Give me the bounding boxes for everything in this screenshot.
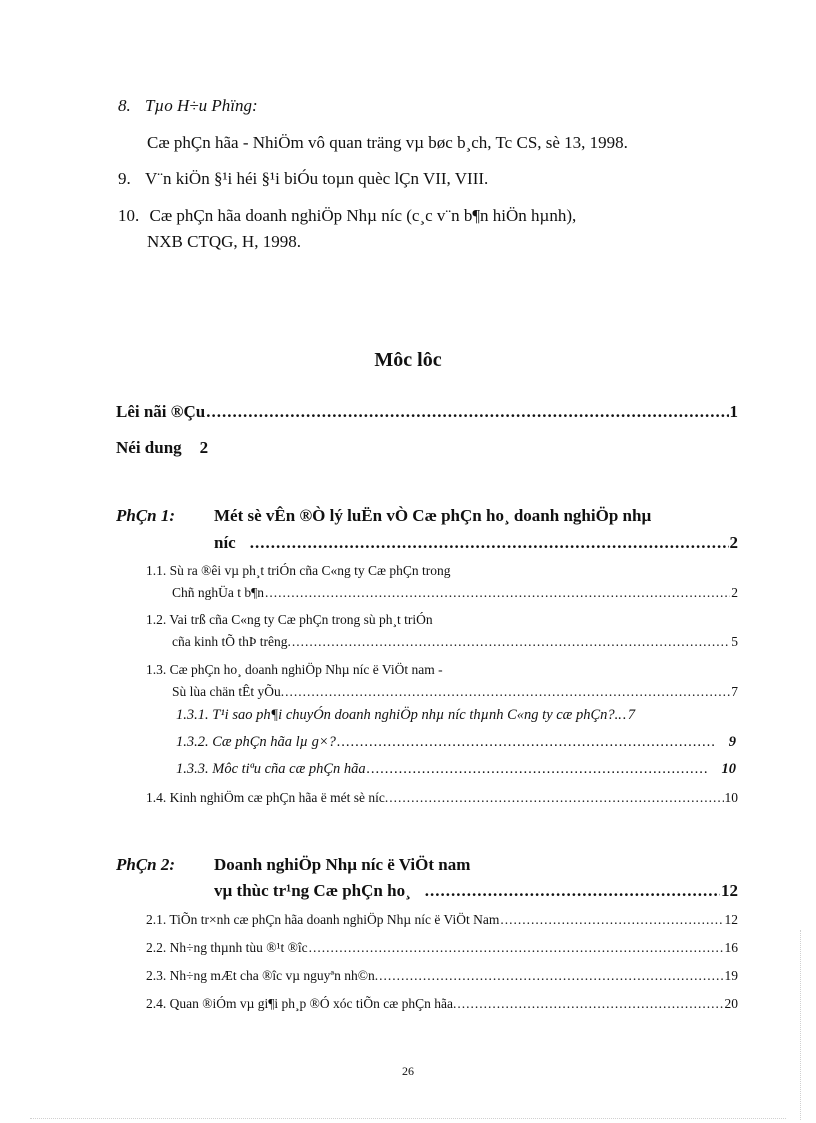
- toc-item-1-1-line1[interactable]: 1.1. Sù ra ®êi vµ ph¸t triÓn cña C«ng ty Cæ phÇn trong: [146, 563, 451, 578]
- toc-label: 1.4. Kinh nghiÖm cæ phÇn hãa ë mét sè níc.: [146, 790, 389, 805]
- reference-number: 8.: [118, 96, 131, 115]
- toc-label: 1.3.3. Môc tiªu cña cæ phÇn hãa: [176, 761, 366, 777]
- toc-subitem-1-3-3[interactable]: [176, 761, 736, 778]
- reference-8-detail: Cæ phÇn hãa - NhiÖm vô quan träng vµ bøc b¸ch, Tc CS, sè 13, 1998.: [147, 133, 628, 152]
- toc-leader: [379, 968, 723, 984]
- part2-title-line2[interactable]: [214, 881, 738, 901]
- page-number: 26: [402, 1064, 414, 1078]
- toc-page: 12: [721, 881, 738, 900]
- toc-subitem-1-3-2[interactable]: [176, 734, 736, 751]
- reference-9: [118, 169, 488, 189]
- toc-entry-intro[interactable]: [116, 402, 738, 422]
- reference-author: Tµo H÷u Phïng:: [145, 96, 258, 115]
- toc-leader: [367, 761, 708, 778]
- toc-label: 2.3. Nh÷ng mÆt cha ®îc vµ nguyªn nh©n.: [146, 968, 379, 983]
- reference-number: 10.: [118, 206, 140, 225]
- toc-item-2-2[interactable]: [146, 940, 738, 956]
- part1-title-line2[interactable]: [214, 533, 738, 553]
- toc-leader: [309, 940, 724, 956]
- toc-leader: [425, 881, 720, 901]
- reference-8: [118, 96, 258, 116]
- toc-leader: [337, 734, 715, 751]
- toc-page: 10: [721, 761, 736, 777]
- toc-leader: [500, 912, 723, 928]
- toc-leader: [292, 634, 730, 650]
- part1-title-line1[interactable]: Mét sè vÊn ®Ò lý luËn vÒ Cæ phÇn ho¸ doanh nghiÖp nhµ: [214, 506, 652, 525]
- toc-label: Chñ nghÜa t b¶n: [172, 585, 264, 600]
- toc-page: 7: [627, 707, 636, 723]
- toc-item-1-3-line2[interactable]: [172, 684, 738, 700]
- toc-page: 19: [724, 968, 738, 983]
- part1-label: PhÇn 1:: [116, 506, 176, 525]
- toc-leader: [206, 402, 728, 422]
- toc-leader: [623, 707, 627, 724]
- toc-item-2-1[interactable]: [146, 912, 738, 928]
- part2-title-line1[interactable]: Doanh nghiÖp Nhµ níc ë ViÖt nam: [214, 855, 471, 874]
- reference-10: [118, 206, 576, 226]
- reference-text: Cæ phÇn hãa doanh nghiÖp Nhµ níc (c¸c v¨n b¶n hiÖn hµnh),: [149, 206, 577, 225]
- toc-page: 2: [731, 585, 738, 600]
- toc-page: 12: [724, 912, 738, 927]
- toc-label: Lêi nãi ®Çu: [116, 402, 206, 421]
- toc-label: 2.4. Quan ®iÓm vµ gi¶i ph¸p ®Ó xóc tiÕn cæ phÇn hãa.: [146, 996, 457, 1011]
- toc-label: 1.3.1. T¹i sao ph¶i chuyÓn doanh nghiÖp nhµ níc thµnh C«ng ty cæ phÇn?..: [176, 707, 622, 723]
- page-edge-marker: [800, 930, 801, 1120]
- toc-leader: [285, 684, 730, 700]
- reference-number: 9.: [118, 169, 131, 188]
- toc-heading: Môc lôc: [374, 349, 442, 371]
- toc-item-2-3[interactable]: [146, 968, 738, 984]
- toc-item-1-4[interactable]: [146, 790, 738, 806]
- toc-label: 2.2. Nh÷ng thµnh tùu ®¹t ®îc: [146, 940, 308, 955]
- toc-label: 2.1. TiÕn tr×nh cæ phÇn hãa doanh nghiÖp Nhµ níc ë ViÖt Nam: [146, 912, 500, 927]
- reference-10-publisher: NXB CTQG, H, 1998.: [147, 232, 301, 251]
- toc-page: 5: [731, 634, 738, 649]
- toc-page: 1: [729, 402, 738, 421]
- toc-label: 1.3.2. Cæ phÇn hãa lµ g×?: [176, 734, 336, 750]
- reference-text: V¨n kiÖn §¹i héi §¹i biÓu toµn quèc lÇn VII, VIII.: [145, 169, 489, 188]
- toc-page: 9: [728, 734, 736, 750]
- toc-item-1-3-line1[interactable]: 1.3. Cæ phÇn ho¸ doanh nghiÖp Nhµ níc ë ViÖt nam -: [146, 662, 443, 677]
- toc-page: 7: [731, 684, 738, 699]
- toc-label: níc: [214, 533, 236, 552]
- toc-item-1-2-line2[interactable]: [172, 634, 738, 650]
- toc-leader: [457, 996, 723, 1012]
- toc-page: 2: [199, 438, 209, 457]
- toc-label: vµ thùc tr¹ng Cæ phÇn ho¸: [214, 881, 411, 900]
- toc-page: 2: [729, 533, 738, 552]
- toc-label: cña kinh tÕ thÞ trêng.: [172, 634, 291, 649]
- toc-page: 16: [724, 940, 738, 955]
- page-bottom-divider: [30, 1118, 786, 1119]
- toc-item-1-2-line1[interactable]: 1.2. Vai trß cña C«ng ty Cæ phÇn trong sù ph¸t triÓn: [146, 612, 433, 627]
- toc-entry-content[interactable]: [116, 438, 208, 458]
- toc-leader: [265, 585, 730, 601]
- part2-label: PhÇn 2:: [116, 855, 176, 874]
- toc-label: Néi dung: [116, 438, 182, 457]
- toc-leader: [250, 533, 729, 553]
- toc-leader: [389, 790, 723, 806]
- toc-item-2-4[interactable]: [146, 996, 738, 1012]
- toc-label: Sù lùa chän tÊt yÕu.: [172, 684, 285, 699]
- toc-subitem-1-3-1[interactable]: [176, 707, 738, 724]
- toc-page: 20: [724, 996, 738, 1011]
- toc-item-1-1-line2[interactable]: [172, 585, 738, 601]
- toc-page: 10: [724, 790, 738, 805]
